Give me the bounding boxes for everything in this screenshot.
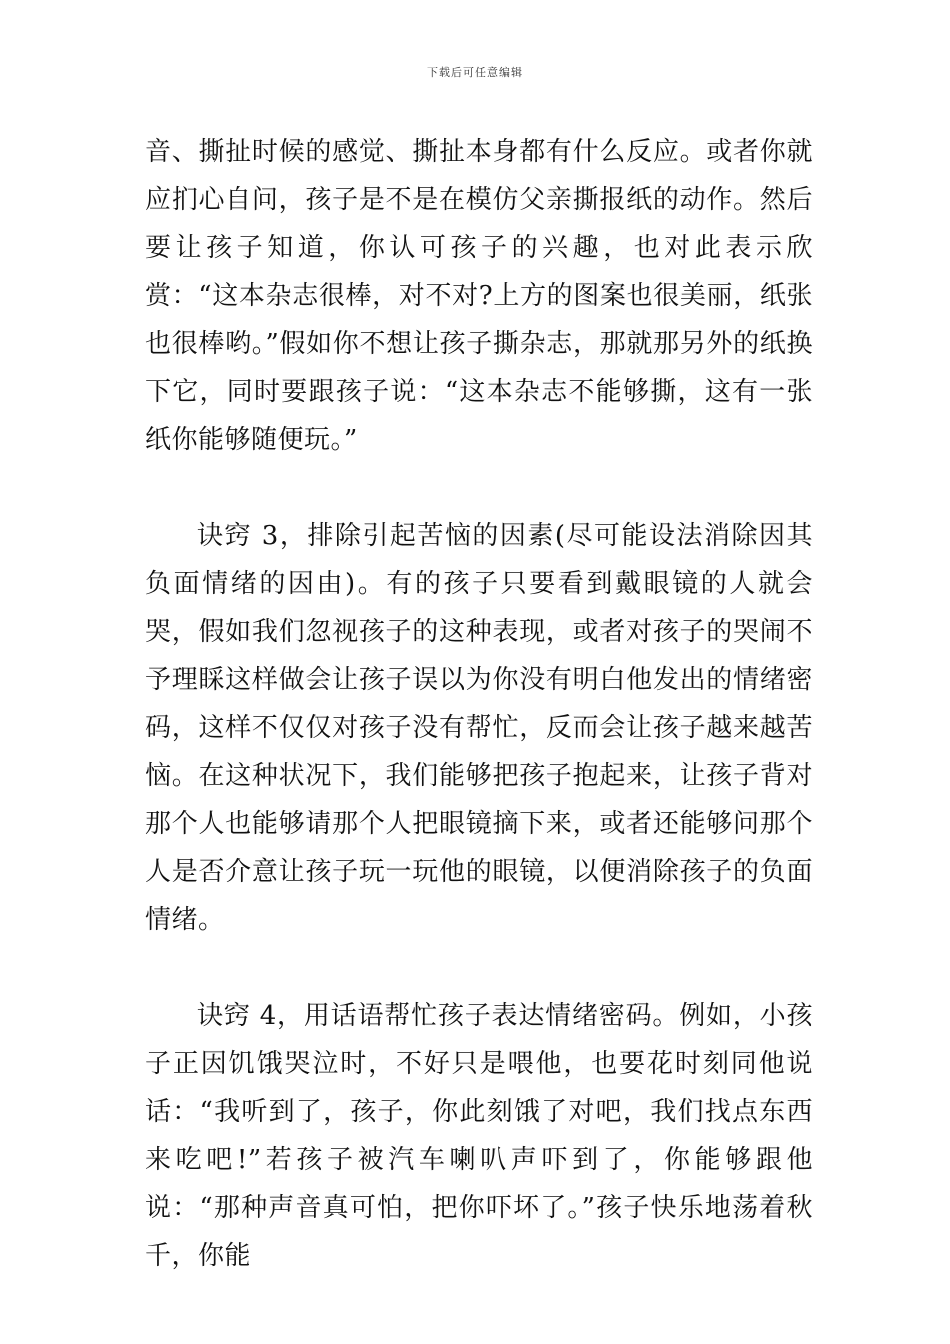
paragraph-tip-3: 诀窍 3，排除引起苦恼的因素(尽可能设法消除因其负面情绪的因由)。有的孩子只要看到戴眼镜的人就会哭，假如我们忽视孩子的这种表现，或者对孩子的哭闹不予理睬这样做会让孩子误以为你没有明白他发出的情绪密码，这样不仅仅对孩子没有帮忙，反而会让孩子越来越苦恼。在这种状况下，我们能够把孩子抱起来，让孩子背对那个人也能够请那个人把眼镜摘下来，或者还能够问那个人是否介意让孩子玩一玩他的眼镜，以便消除孩子的负面情绪。 bbox=[145, 521, 813, 935]
document-body bbox=[145, 128, 813, 1280]
paragraph-spacer bbox=[145, 464, 813, 512]
page-header: 下载后可任意编辑 bbox=[427, 66, 523, 79]
paragraph-spacer bbox=[145, 944, 813, 992]
paragraph-continued: 音、撕扯时候的感觉、撕扯本身都有什么反应。或者你就应扪心自问，孩子是不是在模仿父亲撕报纸的动作。然后要让孩子知道，你认可孩子的兴趣，也对此表示欣赏：“这本杂志很棒，对不对?上方的图案也很美丽，纸张也很棒哟。”假如你不想让孩子撕杂志，那就那另外的纸换下它，同时要跟孩子说：“这本杂志不能够撕，这有一张纸你能够随便玩。” bbox=[145, 137, 813, 455]
paragraph-tip-4: 诀窍 4，用话语帮忙孩子表达情绪密码。例如，小孩子正因饥饿哭泣时，不好只是喂他，也要花时刻同他说话：“我听到了，孩子，你此刻饿了对吧，我们找点东西来吃吧!”若孩子被汽车喇叭声吓到了，你能够跟他说：“那种声音真可怕，把你吓坏了。”孩子快乐地荡着秋千，你能 bbox=[145, 1001, 813, 1271]
